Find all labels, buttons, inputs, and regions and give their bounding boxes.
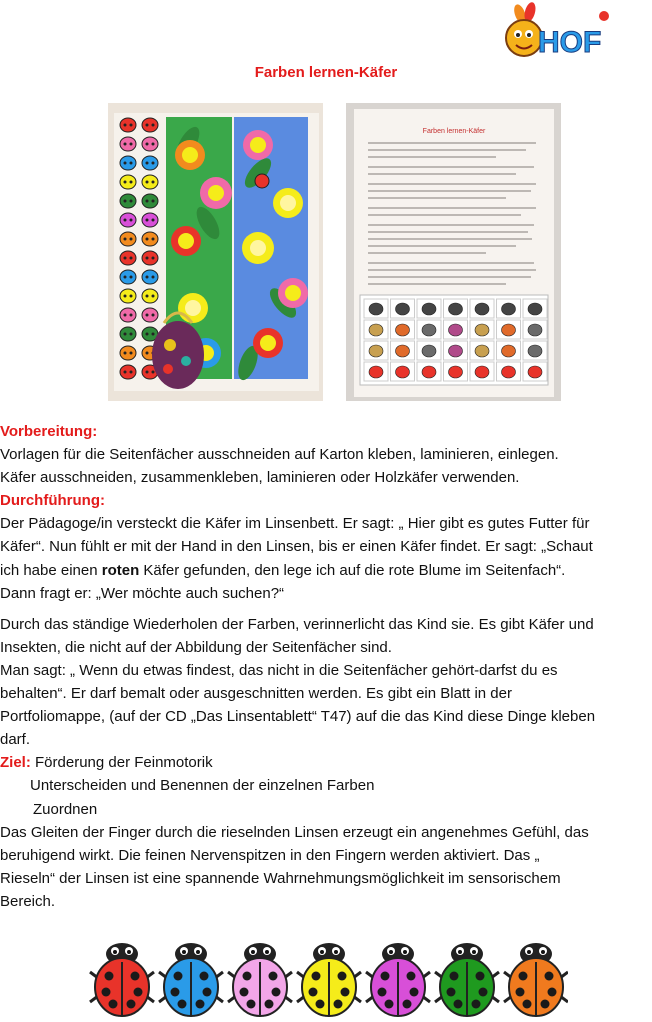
- ladybug-yellow-icon: [297, 943, 361, 1016]
- text-line: beruhigend wirkt. Die feinen Nervenspitzen in den Fingern werden aktiviert. Das „: [0, 846, 540, 864]
- grid-cell: [497, 362, 521, 381]
- bold-word-roten: roten: [101, 561, 140, 579]
- ladybug-row: [88, 940, 568, 1018]
- ladybug-blue-icon: [159, 943, 223, 1016]
- text-line: Man sagt: „ Wenn du etwas findest, das nicht in die Seitenfächer gehört-darfst du es: [0, 661, 558, 679]
- text-line: Bereich.: [0, 892, 56, 910]
- grid-cell: [391, 362, 415, 381]
- ladybug-red-icon: [90, 943, 154, 1016]
- text-line: [0, 751, 652, 774]
- ladybug-icon: [120, 137, 136, 151]
- text-span: Käfer gefunden, den lege ich auf die rote Blume im Seitenfach“.: [139, 561, 566, 579]
- grid-cell: [444, 362, 468, 381]
- text-line: behalten“. Er darf bemalt oder ausgeschnitten werden. Es gibt ein Blatt in der: [0, 685, 512, 703]
- ladybug-flower-board-image: [108, 103, 323, 401]
- text-line: [0, 559, 652, 582]
- ladybug-icon: [142, 213, 158, 227]
- grid-cell: [364, 341, 388, 360]
- text-span: ich habe einen: [0, 561, 102, 579]
- ladybug-icon: [120, 327, 136, 341]
- ladybug-pink-icon: [228, 943, 292, 1016]
- ladybug-magenta-icon: [366, 943, 430, 1016]
- heading-vorbereitung: Vorbereitung:: [0, 423, 98, 440]
- text-line: Zuordnen: [33, 800, 98, 818]
- ladybug-icon: [120, 156, 136, 170]
- grid-cell: [391, 341, 415, 360]
- page-title: Farben lernen-Käfer: [254, 64, 398, 81]
- ladybug-icon: [142, 308, 158, 322]
- ladybug-icon: [120, 213, 136, 227]
- ladybug-icon: [142, 175, 158, 189]
- ladybug-orange-icon: [504, 943, 568, 1016]
- grid-cell: [391, 320, 415, 339]
- document-photo-image: [346, 103, 561, 401]
- ladybug-icon: [142, 118, 158, 132]
- ladybug-icon: [120, 308, 136, 322]
- ladybug-icon: [142, 232, 158, 246]
- heading-ziel: Ziel:: [0, 754, 31, 772]
- grid-cell: [497, 299, 521, 318]
- grid-cell: [364, 299, 388, 318]
- ladybug-green-icon: [435, 943, 499, 1016]
- text-line: Käfer ausschneiden, zusammenkleben, laminieren oder Holzkäfer verwenden.: [0, 469, 520, 487]
- ladybug-icon: [120, 194, 136, 208]
- ladybug-icon: [142, 194, 158, 208]
- text-line: Insekten, die nicht auf der Abbildung der Seitenfächer sind.: [0, 638, 392, 656]
- text-line: Käfer“. Nun fühlt er mit der Hand in den Linsen, bis er einen Käfer findet. Er sagt: „Schaut: [0, 538, 593, 556]
- text-line: Unterscheiden und Benennen der einzelnen Farben: [30, 777, 375, 795]
- ladybug-icon: [120, 118, 136, 132]
- grid-cell: [523, 320, 547, 339]
- text-line: Durch das ständige Wiederholen der Farben, verinnerlicht das Kind sie. Es gibt Käfer und: [0, 615, 594, 633]
- grid-cell: [470, 341, 494, 360]
- content-body: [0, 420, 652, 913]
- ladybug-icon: [120, 232, 136, 246]
- grid-cell: [417, 320, 441, 339]
- ladybug-icon: [120, 346, 136, 360]
- ladybug-icon: [120, 270, 136, 284]
- grid-cell: [444, 341, 468, 360]
- ladybug-icon: [142, 289, 158, 303]
- text-line: Das Gleiten der Finger durch die rieselnden Linsen erzeugt ein angenehmes Gefühl, das: [0, 823, 589, 841]
- grid-cell: [523, 299, 547, 318]
- text-line: Vorlagen für die Seitenfächer ausschneiden auf Karton kleben, laminieren, einlegen.: [0, 446, 559, 464]
- ladybug-icon: [120, 175, 136, 189]
- grid-cell: [417, 341, 441, 360]
- text-line: Dann fragt er: „Wer möchte auch suchen?“: [0, 584, 285, 602]
- logo-text: HOF: [538, 26, 602, 59]
- grid-cell: [364, 320, 388, 339]
- ladybug-icon: [120, 365, 136, 379]
- text-line: Rieseln“ der Linsen ist eine spannende Wahrnehmungsmöglichkeit im sensorischem: [0, 869, 561, 887]
- grid-cell: [364, 362, 388, 381]
- grid-cell: [523, 362, 547, 381]
- heading-durchfuehrung: Durchführung:: [0, 492, 105, 510]
- grid-cell: [497, 341, 521, 360]
- worksheet-title: Farben lernen-Käfer: [422, 128, 486, 135]
- ladybug-icon: [120, 251, 136, 265]
- grid-cell: [444, 299, 468, 318]
- text-line: darf.: [0, 731, 31, 749]
- ladybug-icon: [142, 251, 158, 265]
- ladybug-icon: [120, 289, 136, 303]
- grid-cell: [470, 299, 494, 318]
- grid-cell: [444, 320, 468, 339]
- grid-cell: [470, 320, 494, 339]
- grid-cell: [497, 320, 521, 339]
- ladybug-icon: [142, 137, 158, 151]
- ladybug-icon: [142, 270, 158, 284]
- text-line: Der Pädagoge/in versteckt die Käfer im Linsenbett. Er sagt: „ Hier gibt es gutes Futter für: [0, 515, 590, 533]
- grid-cell: [417, 299, 441, 318]
- hof-logo: [500, 2, 612, 66]
- grid-cell: [523, 341, 547, 360]
- grid-cell: [417, 362, 441, 381]
- text-line: Portfoliomappe, (auf der CD „Das Linsentablett“ T47) auf die das Kind diese Dinge kleben: [0, 708, 596, 726]
- ladybug-icon: [142, 156, 158, 170]
- grid-cell: [391, 299, 415, 318]
- text-span: Förderung der Feinmotorik: [30, 754, 213, 772]
- grid-cell: [470, 362, 494, 381]
